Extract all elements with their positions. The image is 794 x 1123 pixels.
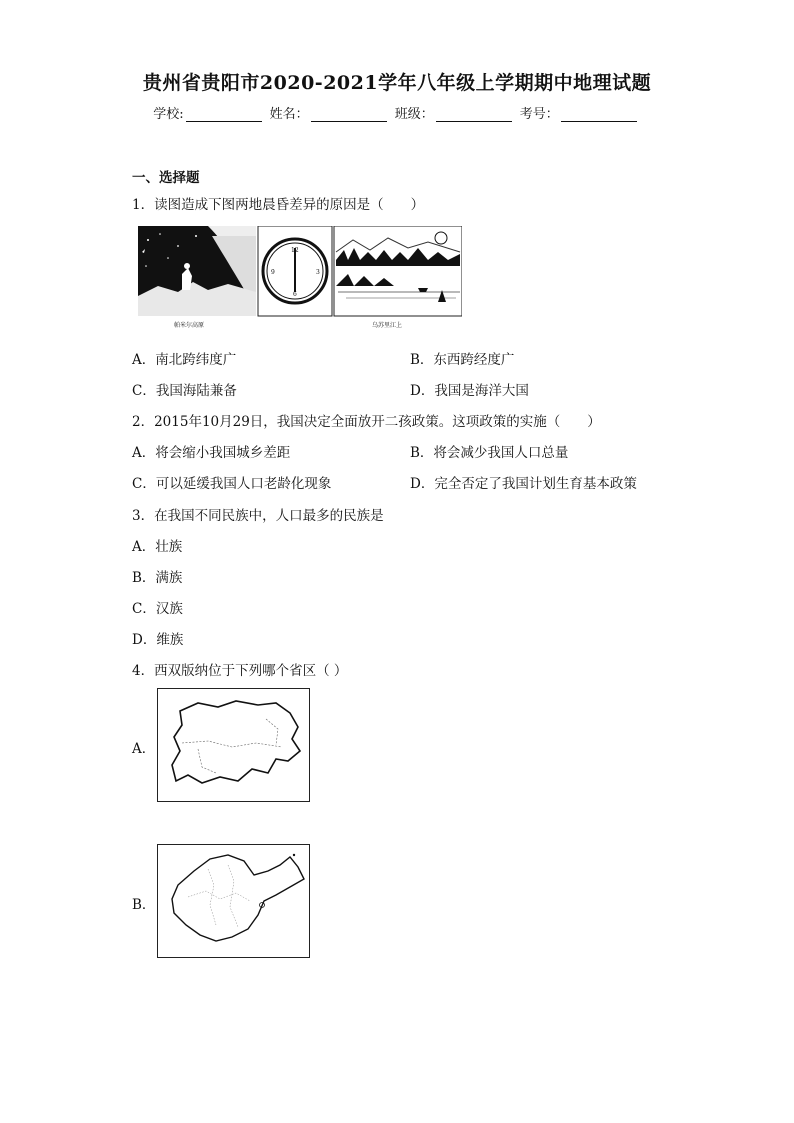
question-4-option-a[interactable]: A． [132,741,156,757]
question-3-stem: 3．在我国不同民族中，人口最多的民族是 [132,508,384,524]
figure-left-caption: 帕米尔高原 [174,322,205,329]
question-2-option-b[interactable]: B．将会减少我国人口总量 [410,445,569,461]
question-2-option-c[interactable]: C．可以延缓我国人口老龄化现象 [132,476,332,492]
night-mountain-illustration [138,226,256,316]
question-4-stem: 4．西双版纳位于下列哪个省区（ ） [132,663,348,679]
question-3-option-b[interactable]: B．满族 [132,570,183,586]
province-map-a [158,689,309,801]
question-1-stem: 1．读图造成下图两地晨昏差异的原因是（ ） [132,197,425,213]
class-field[interactable]: 班级： [395,103,516,122]
exam-number-field[interactable]: 考号： [520,103,641,122]
question-3-option-a[interactable]: A．壮族 [132,539,183,555]
svg-text:9: 9 [271,269,275,276]
question-2-option-d[interactable]: D．完全否定了我国计划生育基本政策 [410,476,637,492]
figure-right-caption: 乌苏里江上 [372,322,403,329]
question-2-option-a[interactable]: A．将会缩小我国城乡差距 [132,445,291,461]
question-1-option-c[interactable]: C．我国海陆兼备 [132,383,237,399]
province-map-b [158,845,309,957]
question-2-stem: 2．2015年10月29日，我国决定全面放开二孩政策。这项政策的实施（ ） [132,414,601,430]
sunny-river-illustration [334,226,462,316]
svg-text:6: 6 [293,291,297,298]
school-field[interactable]: 学校: [153,103,265,122]
province-map-a-frame[interactable] [157,688,310,802]
svg-text:3: 3 [316,269,320,276]
question-3-option-c[interactable]: C．汉族 [132,601,183,617]
page-title: 贵州省贵阳市2020-2021学年八年级上学期期中地理试题 [142,72,652,94]
province-map-b-frame[interactable] [157,844,310,958]
name-field[interactable]: 姓名： [270,103,391,122]
question-4-option-b[interactable]: B． [132,897,156,913]
question-1-figure [138,226,462,330]
clock-icon [258,226,332,316]
question-1-option-b[interactable]: B．东西跨经度广 [410,352,515,368]
svg-text:12: 12 [291,247,299,254]
question-3-option-d[interactable]: D．维族 [132,632,184,648]
section-heading: 一、选择题 [132,170,200,186]
student-info-line [0,103,794,122]
question-1-option-a[interactable]: A．南北跨纬度广 [132,352,237,368]
question-1-option-d[interactable]: D．我国是海洋大国 [410,383,529,399]
